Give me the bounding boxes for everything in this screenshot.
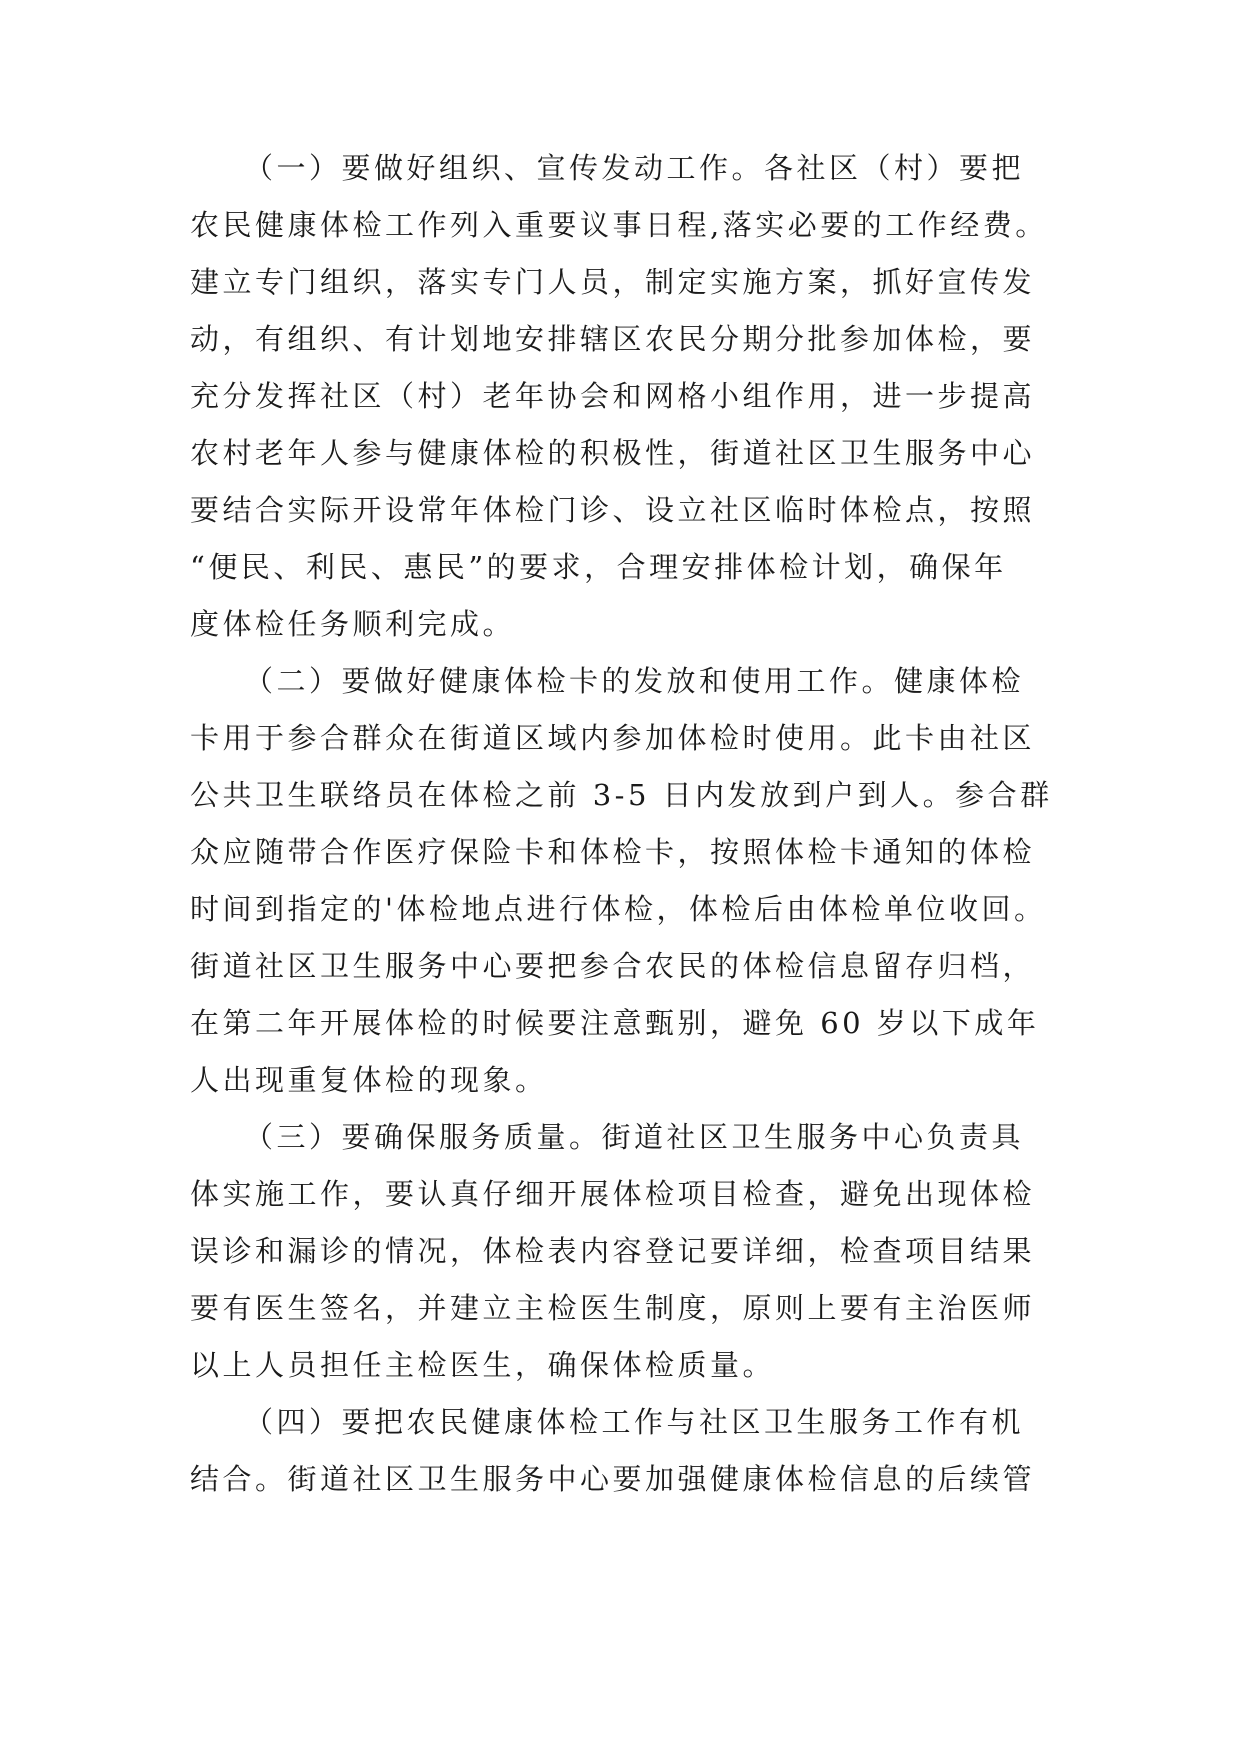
paragraph-1-line-9: 度体检任务顺利完成。 <box>190 607 516 641</box>
paragraph-2-line-7: 在第二年开展体检的时候要注意甄别，避免 60 岁以下成年 <box>190 1006 1040 1040</box>
paragraph-1-line-7: 要结合实际开设常年体检门诊、设立社区临时体检点，按照 <box>190 493 1036 527</box>
paragraph-2-line-5: 时间到指定的'体检地点进行体检，体检后由体检单位收回。 <box>190 892 1047 926</box>
paragraph-2-line-8: 人出现重复体检的现象。 <box>190 1063 548 1097</box>
paragraph-4-line-2: 结合。街道社区卫生服务中心要加强健康体检信息的后续管 <box>190 1462 1036 1496</box>
paragraph-1-line-8: “便民、利民、惠民”的要求，合理安排体检计划，确保年 <box>190 550 1007 584</box>
paragraph-3-line-4: 要有医生签名，并建立主检医生制度，原则上要有主治医师 <box>190 1291 1036 1325</box>
paragraph-2-line-6: 街道社区卫生服务中心要把参合农民的体检信息留存归档， <box>190 949 1036 983</box>
paragraph-3-line-5: 以上人员担任主检医生，确保体检质量。 <box>190 1348 776 1382</box>
paragraph-3-line-3: 误诊和漏诊的情况，体检表内容登记要详细，检查项目结果 <box>190 1234 1036 1268</box>
paragraph-1-line-3: 建立专门组织，落实专门人员，制定实施方案，抓好宣传发 <box>190 265 1036 299</box>
paragraph-1-line-5: 充分发挥社区（村）老年协会和网格小组作用，进一步提高 <box>190 379 1036 413</box>
paragraph-3-line-2: 体实施工作，要认真仔细开展体检项目检查，避免出现体检 <box>190 1177 1036 1211</box>
paragraph-1-line-4: 动，有组织、有计划地安排辖区农民分期分批参加体检，要 <box>190 322 1036 356</box>
paragraph-4-line-1: （四）要把农民健康体检工作与社区卫生服务工作有机 <box>244 1405 1025 1439</box>
paragraph-2-line-3: 公共卫生联络员在体检之前 3-5 日内发放到户到人。参合群 <box>190 778 1053 812</box>
paragraph-2-line-4: 众应随带合作医疗保险卡和体检卡，按照体检卡通知的体检 <box>190 835 1036 869</box>
paragraph-2-line-1: （二）要做好健康体检卡的发放和使用工作。健康体检 <box>244 664 1025 698</box>
paragraph-1-line-6: 农村老年人参与健康体检的积极性，街道社区卫生服务中心 <box>190 436 1036 470</box>
paragraph-1-line-2: 农民健康体检工作列入重要议事日程,落实必要的工作经费。 <box>190 208 1048 242</box>
paragraph-2-line-2: 卡用于参合群众在街道区域内参加体检时使用。此卡由社区 <box>190 721 1036 755</box>
paragraph-1-line-1: （一）要做好组织、宣传发动工作。各社区（村）要把 <box>244 151 1025 185</box>
paragraph-3-line-1: （三）要确保服务质量。街道社区卫生服务中心负责具 <box>244 1120 1025 1154</box>
